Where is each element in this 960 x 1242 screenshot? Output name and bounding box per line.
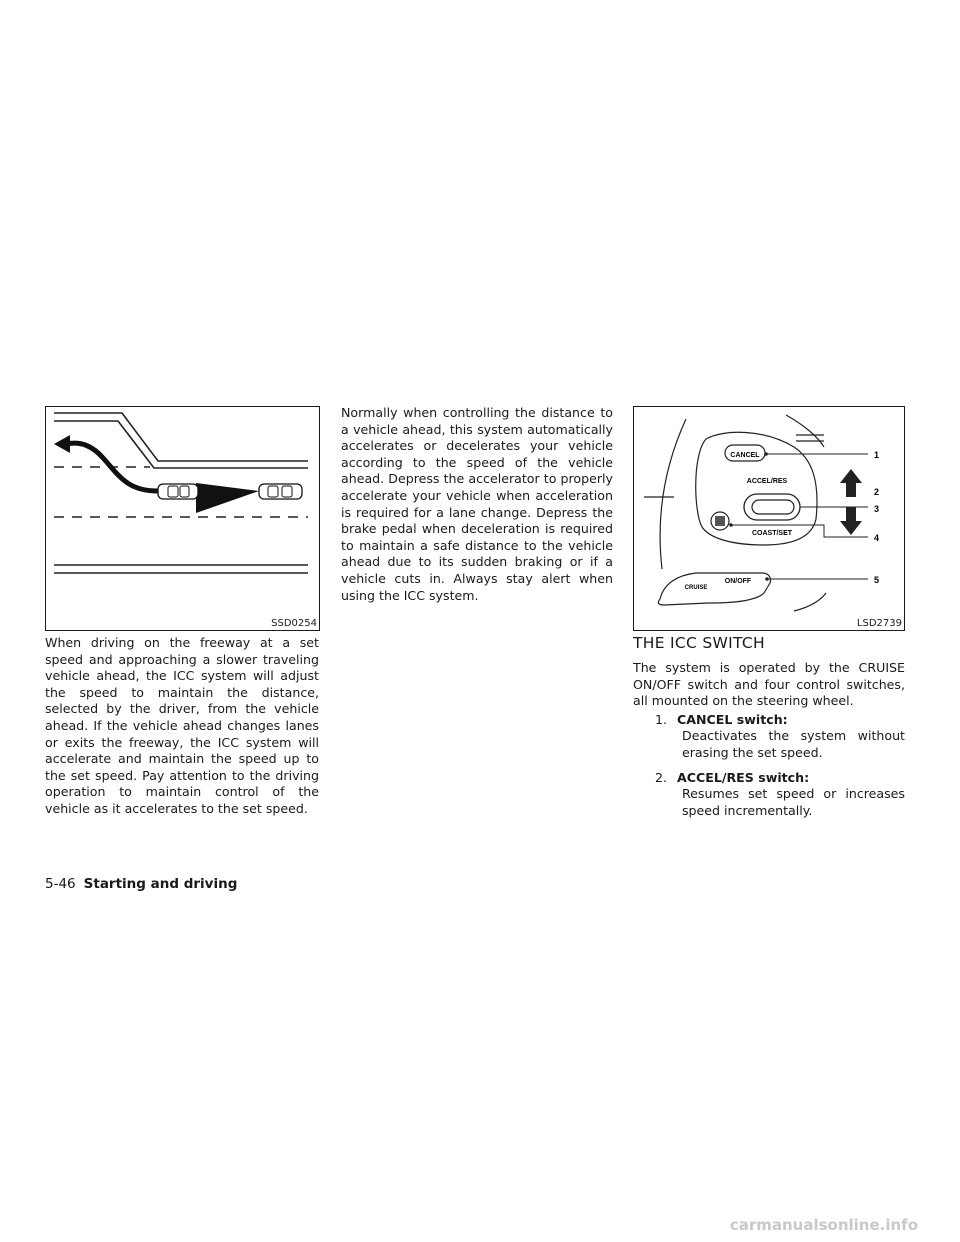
cancel-label: CANCEL xyxy=(730,452,760,459)
section-heading: THE ICC SWITCH xyxy=(633,634,765,652)
cruise-label: CRUISE xyxy=(684,585,708,591)
chapter-title: Starting and driving xyxy=(83,876,238,892)
paragraph-distance-control: Normally when controlling the distance to a vehicle ahead, this system automatically accelerates or decelerates your vehicle according to the speed of the vehicle ahead. Depress the accelerator to properly accelerate your vehicle when acceleration is required for a lane change. Depress the brake pedal when deceleration is required to maintain a safe distance to the vehicle ahead due to its sudden braking or if a vehicle cuts in. Always stay alert when using the ICC system. xyxy=(341,405,613,603)
callout-5: 5 xyxy=(874,575,880,585)
list-item-title: 2. ACCEL/RES switch: xyxy=(655,770,810,786)
arrow-up-icon xyxy=(840,469,862,497)
watermark: carmanualsonline.info xyxy=(729,1216,918,1234)
figure-code: SSD0254 xyxy=(271,618,317,629)
coast-set-label: COAST/SET xyxy=(751,530,793,537)
icc-switch-figure xyxy=(633,406,905,631)
vehicle-ahead-icon xyxy=(158,484,198,499)
list-item-desc: Resumes set speed or increases speed incrementally. xyxy=(682,786,905,818)
list-item-title: 1. CANCEL switch: xyxy=(655,712,788,727)
page-footer xyxy=(45,876,237,892)
on-off-label: ON/OFF xyxy=(724,578,752,585)
accel-res-label: ACCEL/RES xyxy=(746,478,788,485)
figure-code: LSD2739 xyxy=(856,618,902,629)
callout-2: 2 xyxy=(874,487,880,497)
switch-list xyxy=(655,711,905,827)
callout-3: 3 xyxy=(874,504,880,514)
paragraph-freeway-driving: When driving on the freeway at a set speed and approaching a slower traveling vehicle ahead, the ICC system will adjust the speed to maintain the distance, selected by the driver, from the vehicle ahead. If the vehicle ahead changes lanes or exits the freeway, the ICC system will accelerate and maintain the speed up to the set speed. Pay attention to the driving operation to maintain control of the vehicle as it accelerates to the set speed. xyxy=(45,635,319,816)
section-intro: The system is operated by the CRUISE ON/OFF switch and four control switches, all mounted on the steering wheel. xyxy=(633,660,905,709)
list-item xyxy=(655,769,905,819)
road-diagram xyxy=(46,407,320,631)
list-item-number: 2. xyxy=(655,770,668,786)
lane-change-arrowhead-icon xyxy=(54,435,70,453)
distance-icon xyxy=(715,516,725,526)
page-number: 5-46 xyxy=(45,876,76,892)
list-item-desc: Deactivates the system without erasing the set speed. xyxy=(682,728,905,760)
list-item xyxy=(655,711,905,761)
radar-beam xyxy=(196,483,259,513)
callout-4: 4 xyxy=(874,533,880,543)
road-diagram-figure xyxy=(45,406,320,631)
list-item-number: 1. xyxy=(655,712,668,727)
own-vehicle-icon xyxy=(259,484,302,499)
arrow-down-icon xyxy=(840,507,862,535)
callout-1: 1 xyxy=(874,450,880,460)
cruise-pad-outline xyxy=(658,573,770,605)
icc-switch-diagram xyxy=(634,407,905,631)
